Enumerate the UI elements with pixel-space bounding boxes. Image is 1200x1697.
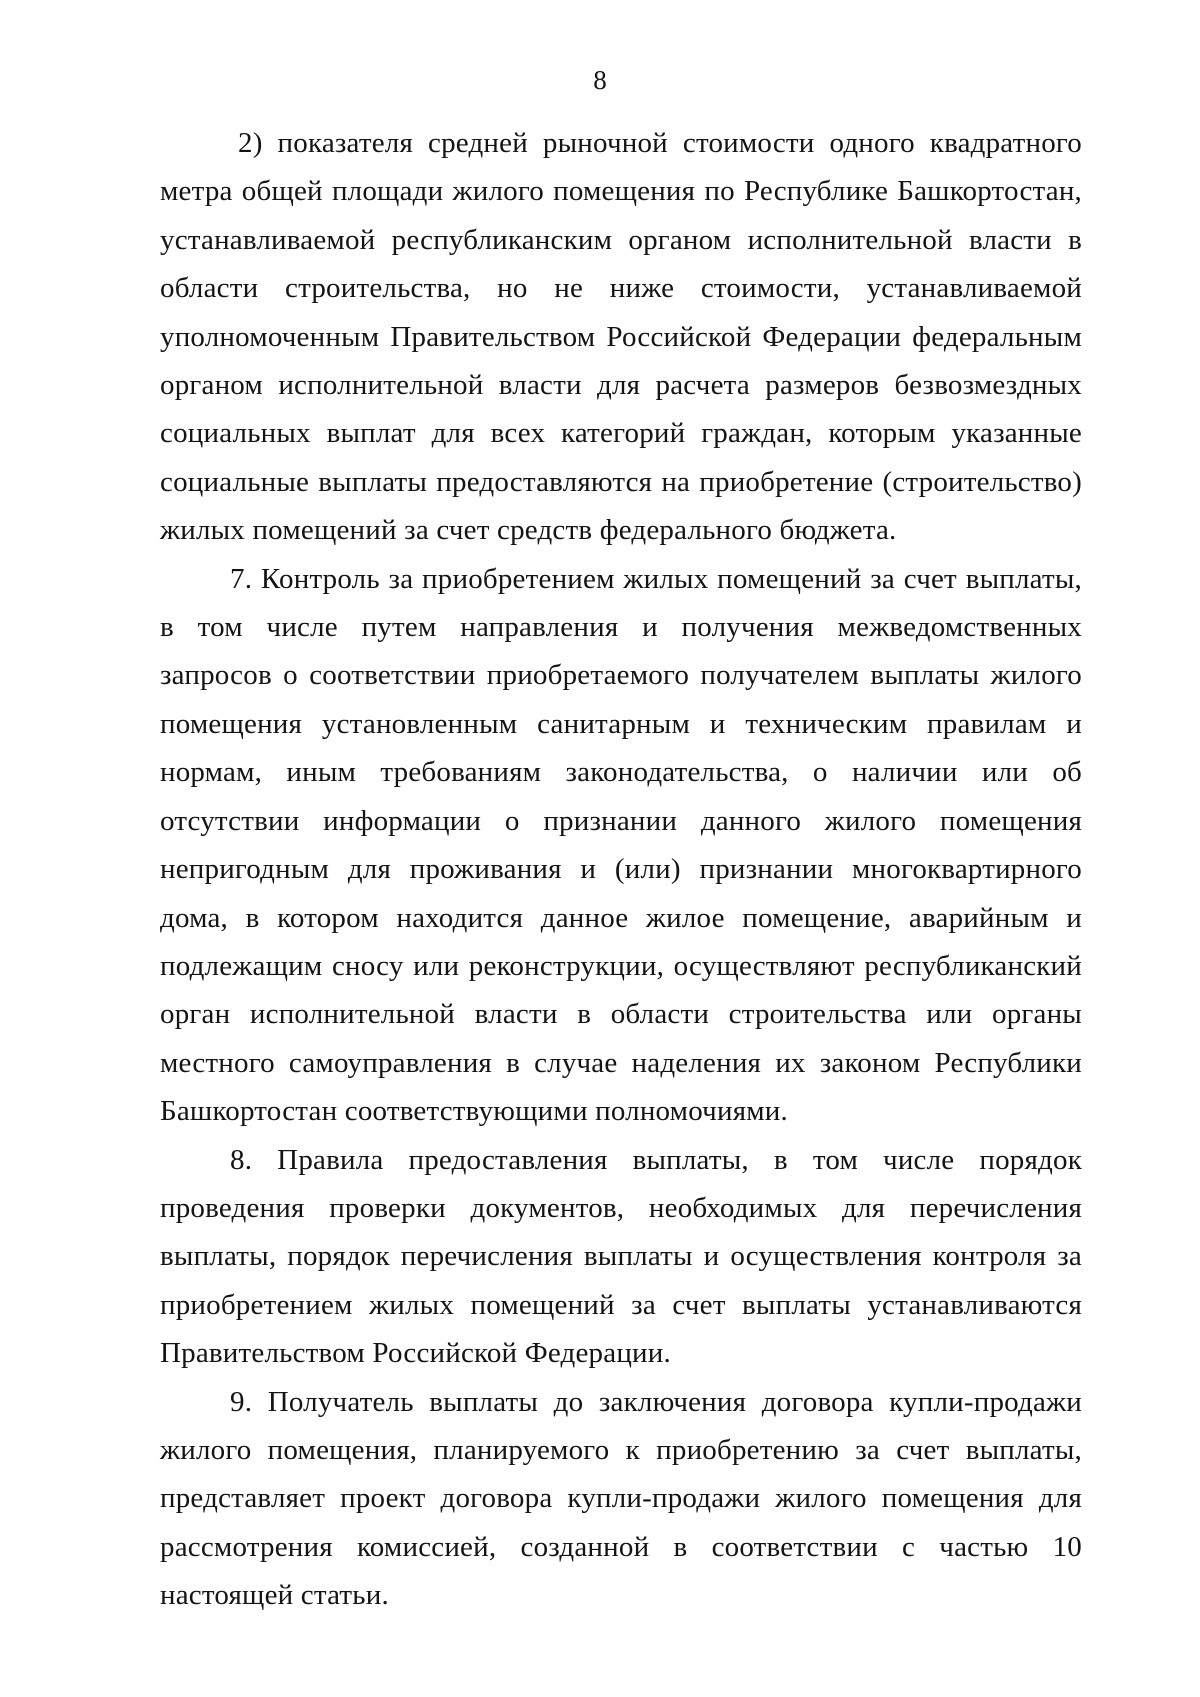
page-number: 8	[593, 65, 607, 95]
paragraph-9: 9. Получатель выплаты до заключения договора купли-продажи жилого помещения, планируемого к приобретению за счет выплаты, представляет проект договора купли-продажи жилого помещения для рассмотрения комиссией, созданной в соответствии с частью 10 настоящей статьи.	[160, 1385, 1082, 1612]
paragraph-item-2: 2) показателя средней рыночной стоимости одного квадратного метра общей площади жилого помещения по Республике Башкортостан, устанавливаемой республиканским органом исполнительной власти в области строительства, но не ниже стоимости, устанавливаемой уполномоченным Правительством Российской Федерации федеральным органом исполнительной власти для расчета размеров безвозмездных социальных выплат для всех категорий граждан, которым указанные социальные выплаты предоставляются на приобретение (строительство) жилых помещений за счет средств федерального бюджета.	[160, 127, 1082, 547]
document-body	[160, 119, 1082, 1620]
paragraph-7: 7. Контроль за приобретением жилых помещений за счет выплаты, в том числе путем направления и получения межведомственных запросов о соответствии приобретаемого получателем выплаты жилого помещения установленным санитарным и техническим правилам и нормам, иным требованиям законодательства, о наличии или об отсутствии информации о признании данного жилого помещения непригодным для проживания и (или) признании многоквартирного дома, в котором находится данное жилое помещение, аварийным и подлежащим сносу или реконструкции, осуществляют республиканский орган исполнительной власти в области строительства или органы местного самоуправления в случае наделения их законом Республики Башкортостан соответствующими полномочиями.	[160, 562, 1082, 1128]
paragraph-8: 8. Правила предоставления выплаты, в том числе порядок проведения проверки документов, необходимых для перечисления выплаты, порядок перечисления выплаты и осуществления контроля за приобретением жилых помещений за счет выплаты устанавливаются Правительством Российской Федерации.	[160, 1143, 1082, 1370]
